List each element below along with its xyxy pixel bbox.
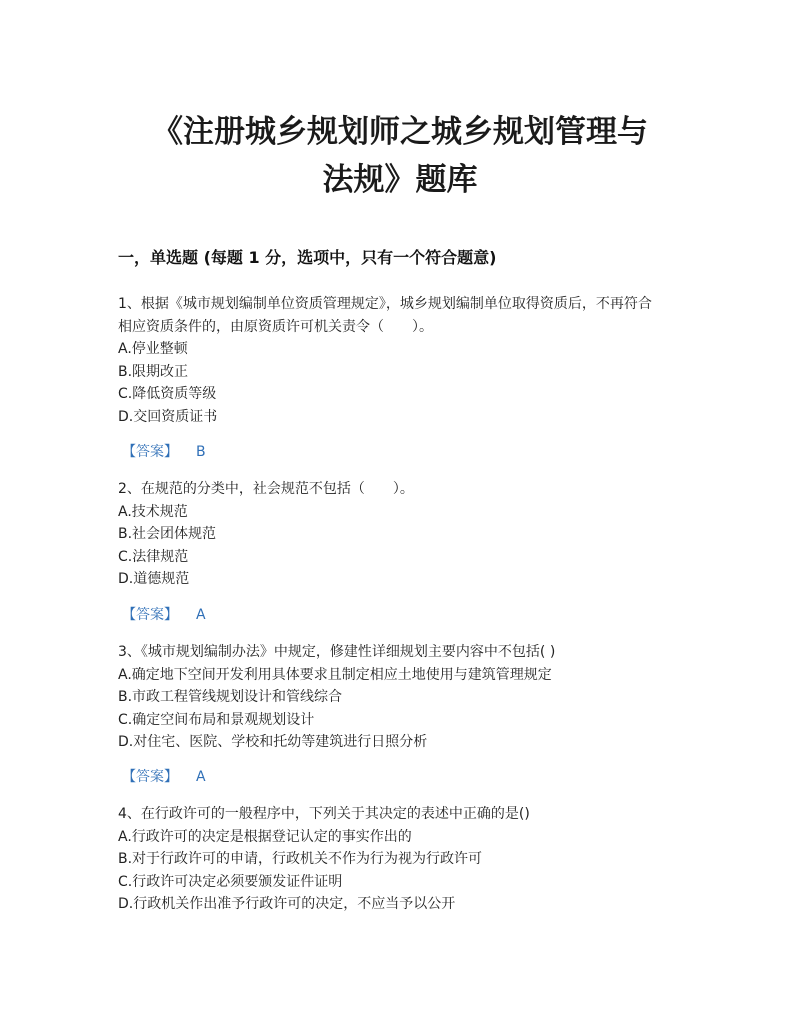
option-c: C.法律规范 [118,548,189,565]
question-3 [118,641,688,754]
section-heading: 一，单选题 (每题 1 分，选项中，只有一个符合题意) [118,248,497,267]
option-d: D.行政机关作出准予行政许可的决定，不应当予以公开 [118,896,456,912]
title-line-1: 《注册城乡规划师之城乡规划管理与 [152,114,648,150]
question-stem: 2、在规范的分类中，社会规范不包括（ ）。 [118,481,414,497]
title-line-2: 法规》题库 [322,162,478,198]
answer-label: 【答案】 [122,769,178,785]
option-b: B.市政工程管线规划设计和管线综合 [118,689,343,705]
option-d: D.道德规范 [118,571,190,587]
option-c: C.降低资质等级 [118,386,217,402]
option-b: B.社会团体规范 [118,526,217,542]
question-4 [118,803,688,916]
answer-value: A [196,769,206,785]
document-title [100,108,700,204]
option-a: A.停业整顿 [118,341,188,357]
option-d: D.交回资质证书 [118,408,218,425]
answer-3 [122,767,206,787]
question-stem-continued: 相应资质条件的，由原资质许可机关责令（ ）。 [118,318,433,335]
answer-label: 【答案】 [122,607,178,623]
option-d: D.对住宅、医院、学校和托幼等建筑进行日照分析 [118,734,428,750]
answer-label: 【答案】 [122,444,178,460]
option-b: B.对于行政许可的申请，行政机关不作为行为视为行政许可 [118,851,483,867]
option-a: A.技术规范 [118,503,188,520]
question-2 [118,478,688,591]
question-stem: 3、《城市规划编制办法》中规定，修建性详细规划主要内容中不包括( ) [118,644,556,660]
option-c: C.确定空间布局和景观规划设计 [118,711,315,728]
answer-value: A [196,607,206,623]
answer-2 [122,605,206,625]
option-a: A.确定地下空间开发利用具体要求且制定相应土地使用与建筑管理规定 [118,666,552,683]
option-a: A.行政许可的决定是根据登记认定的事实作出的 [118,828,412,845]
option-b: B.限期改正 [118,363,189,380]
question-stem: 4、在行政许可的一般程序中，下列关于其决定的表述中正确的是() [118,806,530,822]
question-1 [118,293,688,428]
option-c: C.行政许可决定必须要颁发证件证明 [118,873,343,890]
answer-value: B [196,444,206,460]
answer-1 [122,442,206,462]
question-stem: 1、根据《城市规划编制单位资质管理规定》，城乡规划编制单位取得资质后，不再符合 [118,296,652,312]
